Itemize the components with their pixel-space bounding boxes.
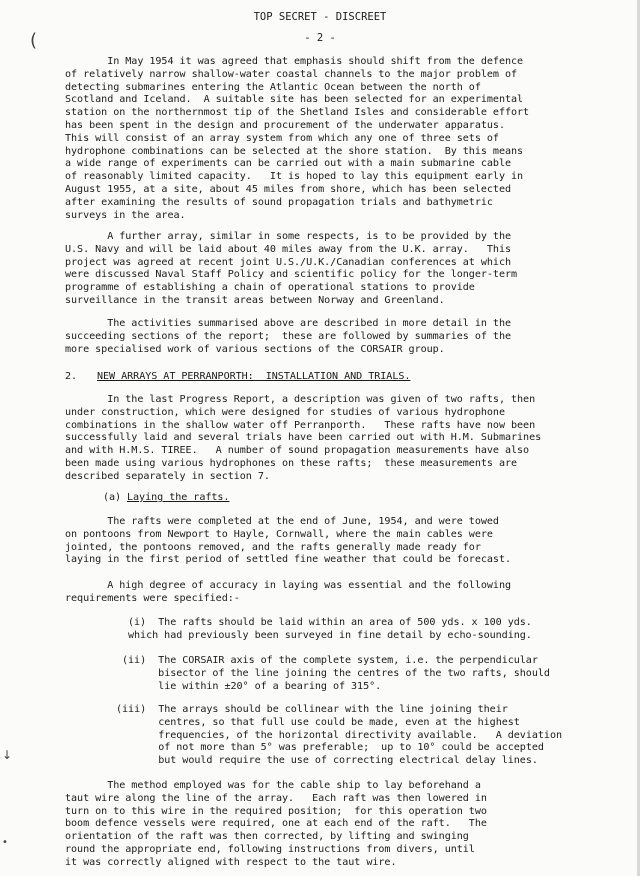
margin-mark-2: • [2, 837, 8, 848]
paragraph-1: In May 1954 it was agreed that emphasis should shift from the defence of relatively narrow shallow-water coastal channels to the major problem of detecting submarines entering the Atlantic Ocean between the north of Scotland and Iceland. A suitable site has been selected for an experimental station on the northernmost tip of the Shetland Isles and considerable effort has been spent in the design and procurement of the underwater apparatus. This will consist of an array system from which any one of three sets of hydrophone combinations can be selected at the shore station. By this means a wide range of experiments can be carried out with a main submarine cable of reasonably limited capacity. It is hoped to lay this equipment early in August 1955, at a site, about 45 miles from shore, which has been selected after examining the results of sound propagation trials and bathymetric surveys in the area. [65, 56, 530, 221]
requirement-ii: (ii) The CORSAIR axis of the complete system, i.e. the perpendicular bisector of the line joining the centres of the two rafts, should lie within ±20° of a bearing of 315°. [122, 655, 550, 692]
requirement-i: (i) The rafts should be laid within an area of 500 yds. x 100 yds. which had previously been surveyed in fine detail by echo-sounding. [128, 617, 532, 641]
requirement-iii: (iii) The arrays should be collinear with the line joining their centres, so that full use could be made, even at the highest frequencies, of the horizontal directivity available. A deviation of not more than 5° was preferable; up to 10° could be accepted but would require the use of correcting electrical delay lines. [116, 704, 562, 767]
paragraph-7: The method employed was for the cable ship to lay beforehand a taut wire along the line of the array. Each raft was then lowered in turn on to this wire in the required position; for this operation two boom defence vessels were required, one at each end of the raft. The orientation of the raft was then corrected, by lifting and swinging round the appropriate end, following instructions from divers, until it was correctly aligned with respect to the taut wire. [65, 780, 487, 868]
paragraph-5: The rafts were completed at the end of June, 1954, and were towed on pontoons from Newport to Hayle, Cornwall, where the main cables were jointed, the pontoons removed, and the rafts generally made ready for laying in the first period of settled fine weather that could be forecast. [65, 516, 511, 566]
classification-header: TOP SECRET - DISCREET [253, 11, 387, 23]
section-number: 2. [65, 371, 78, 382]
paragraph-2: A further array, similar in some respects, is to be provided by the U.S. Navy and will be laid about 40 miles away from the U.K. array. This project was agreed at recent joint U.S./U.K./Canadian conferences at which were discussed Naval Staff Policy and scientific policy for the longer-term programme of establishing a chain of operational stations to provide surveillance in the transit areas between Norway and Greenland. [65, 231, 518, 306]
subsection-label: (a) [103, 492, 122, 503]
paragraph-6: A high degree of accuracy in laying was essential and the following requirements were specified:- [65, 580, 511, 604]
page-number: - 2 - [304, 32, 336, 44]
handwritten-mark: ( [30, 30, 38, 51]
subsection-heading: Laying the rafts. [127, 492, 230, 503]
section-heading: NEW ARRAYS AT PERRANPORTH: INSTALLATION AND TRIALS. [97, 371, 411, 382]
paragraph-3: The activities summarised above are described in more detail in the succeeding sections of the report; these are followed by summaries of the more specialised work of various sections of the CORSAIR group. [65, 318, 511, 355]
margin-mark: ↓ [2, 748, 13, 762]
paragraph-4: In the last Progress Report, a description was given of two rafts, then under construction, which were designed for studies of various hydrophone combinations in the shallow water off Perranporth. These rafts have now been successfully laid and several trials have been carried out with H.M. Submarines and with H.M.S. TIREE. A number of sound propagation measurements have also been made using various hydrophones on these rafts; these measurements are described separately in section 7. [65, 394, 542, 482]
